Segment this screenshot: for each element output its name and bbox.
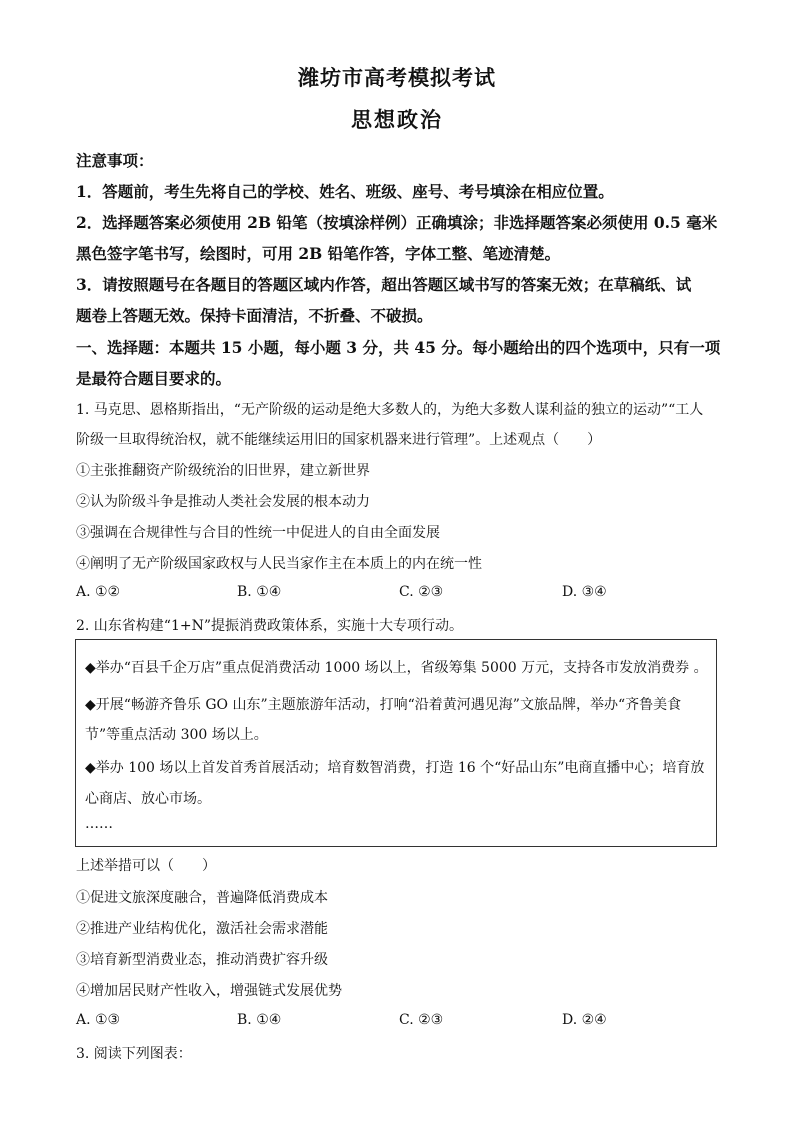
section-heading-line1: 一、选择题：本题共 15 小题，每小题 3 分，共 45 分。每小题给出的四个选项中，只有一项 [76, 338, 721, 357]
q1-option-3: ③强调在合规律性与合目的性统一中促进人的自由全面发展 [76, 525, 440, 541]
q2-option-4: ④增加居民财产性收入，增强链式发展优势 [76, 983, 342, 999]
q1-choice-d: D. ③④ [562, 584, 607, 600]
q1-choice-b: B. ①④ [237, 584, 282, 600]
subject-title: 思想政治 [351, 107, 443, 132]
q2-choice-a: A. ①③ [76, 1012, 121, 1028]
q1-option-2: ②认为阶级斗争是推动人类社会发展的根本动力 [76, 494, 370, 510]
q2-box-line1: ◆举办“百县千企万店”重点促消费活动 1000 场以上，省级筹集 5000 万元，支持各市发放消费券 。 [85, 660, 708, 676]
q2-choice-d: D. ②④ [562, 1012, 607, 1028]
q2-box-line4: ◆举办 100 场以上首发首秀首展活动；培育数智消费，打造 16 个“好品山东”电商直播中心；培育放 [85, 760, 705, 776]
q1-choice-a: A. ①② [76, 584, 121, 600]
note-item-3-line1: 3．请按照题号在各题目的答题区域内作答，超出答题区域书写的答案无效；在草稿纸、试 [76, 275, 692, 294]
q2-option-3: ③培育新型消费业态，推动消费扩容升级 [76, 952, 328, 968]
note-item-1: 1．答题前，考生先将自己的学校、姓名、班级、座号、考号填涂在相应位置。 [76, 182, 614, 201]
q2-box-ellipsis: …… [85, 816, 113, 832]
note-item-2-line2: 黑色签字笔书写，绘图时，可用 2B 铅笔作答，字体工整、笔迹清楚。 [76, 244, 561, 263]
q2-stem: 2. 山东省构建“1+N”提振消费政策体系，实施十大专项行动。 [76, 618, 464, 634]
notes-heading: 注意事项： [76, 151, 154, 170]
q3-stem: 3. 阅读下列图表： [76, 1046, 192, 1062]
q1-choice-c: C. ②③ [399, 584, 444, 600]
section-heading-line2: 是最符合题目要求的。 [76, 369, 232, 388]
q2-box-line2: ◆开展“畅游齐鲁乐 GO 山东”主题旅游年活动，打响“沿着黄河遇见海”文旅品牌，举办“齐鲁美食 [85, 697, 682, 713]
q1-stem-line2: 阶级一旦取得统治权，就不能继续运用旧的国家机器来进行管理”。上述观点（ ） [76, 432, 602, 448]
note-item-3-line2: 题卷上答题无效。保持卡面清洁，不折叠、不破损。 [76, 306, 433, 325]
note-item-2-line1: 2．选择题答案必须使用 2B 铅笔（按填涂样例）正确填涂；非选择题答案必须使用 0.5 毫米 [76, 213, 718, 232]
q2-prompt: 上述举措可以（ ） [76, 858, 216, 874]
q2-choice-c: C. ②③ [399, 1012, 444, 1028]
q2-choice-b: B. ①④ [237, 1012, 282, 1028]
q1-stem-line1: 1. 马克思、恩格斯指出，“无产阶级的运动是绝大多数人的，为绝大多数人谋利益的独立的运动”“工人 [76, 402, 704, 418]
q1-option-1: ①主张推翻资产阶级统治的旧世界，建立新世界 [76, 463, 370, 479]
q2-option-1: ①促进文旅深度融合，普遍降低消费成本 [76, 890, 328, 906]
q2-box-line3: 节”等重点活动 300 场以上。 [85, 727, 268, 743]
exam-title: 潍坊市高考模拟考试 [298, 65, 496, 90]
q1-option-4: ④阐明了无产阶级国家政权与人民当家作主在本质上的内在统一性 [76, 556, 482, 572]
q2-box-line5: 心商店、放心市场。 [85, 791, 211, 807]
q2-option-2: ②推进产业结构优化，激活社会需求潜能 [76, 921, 328, 937]
